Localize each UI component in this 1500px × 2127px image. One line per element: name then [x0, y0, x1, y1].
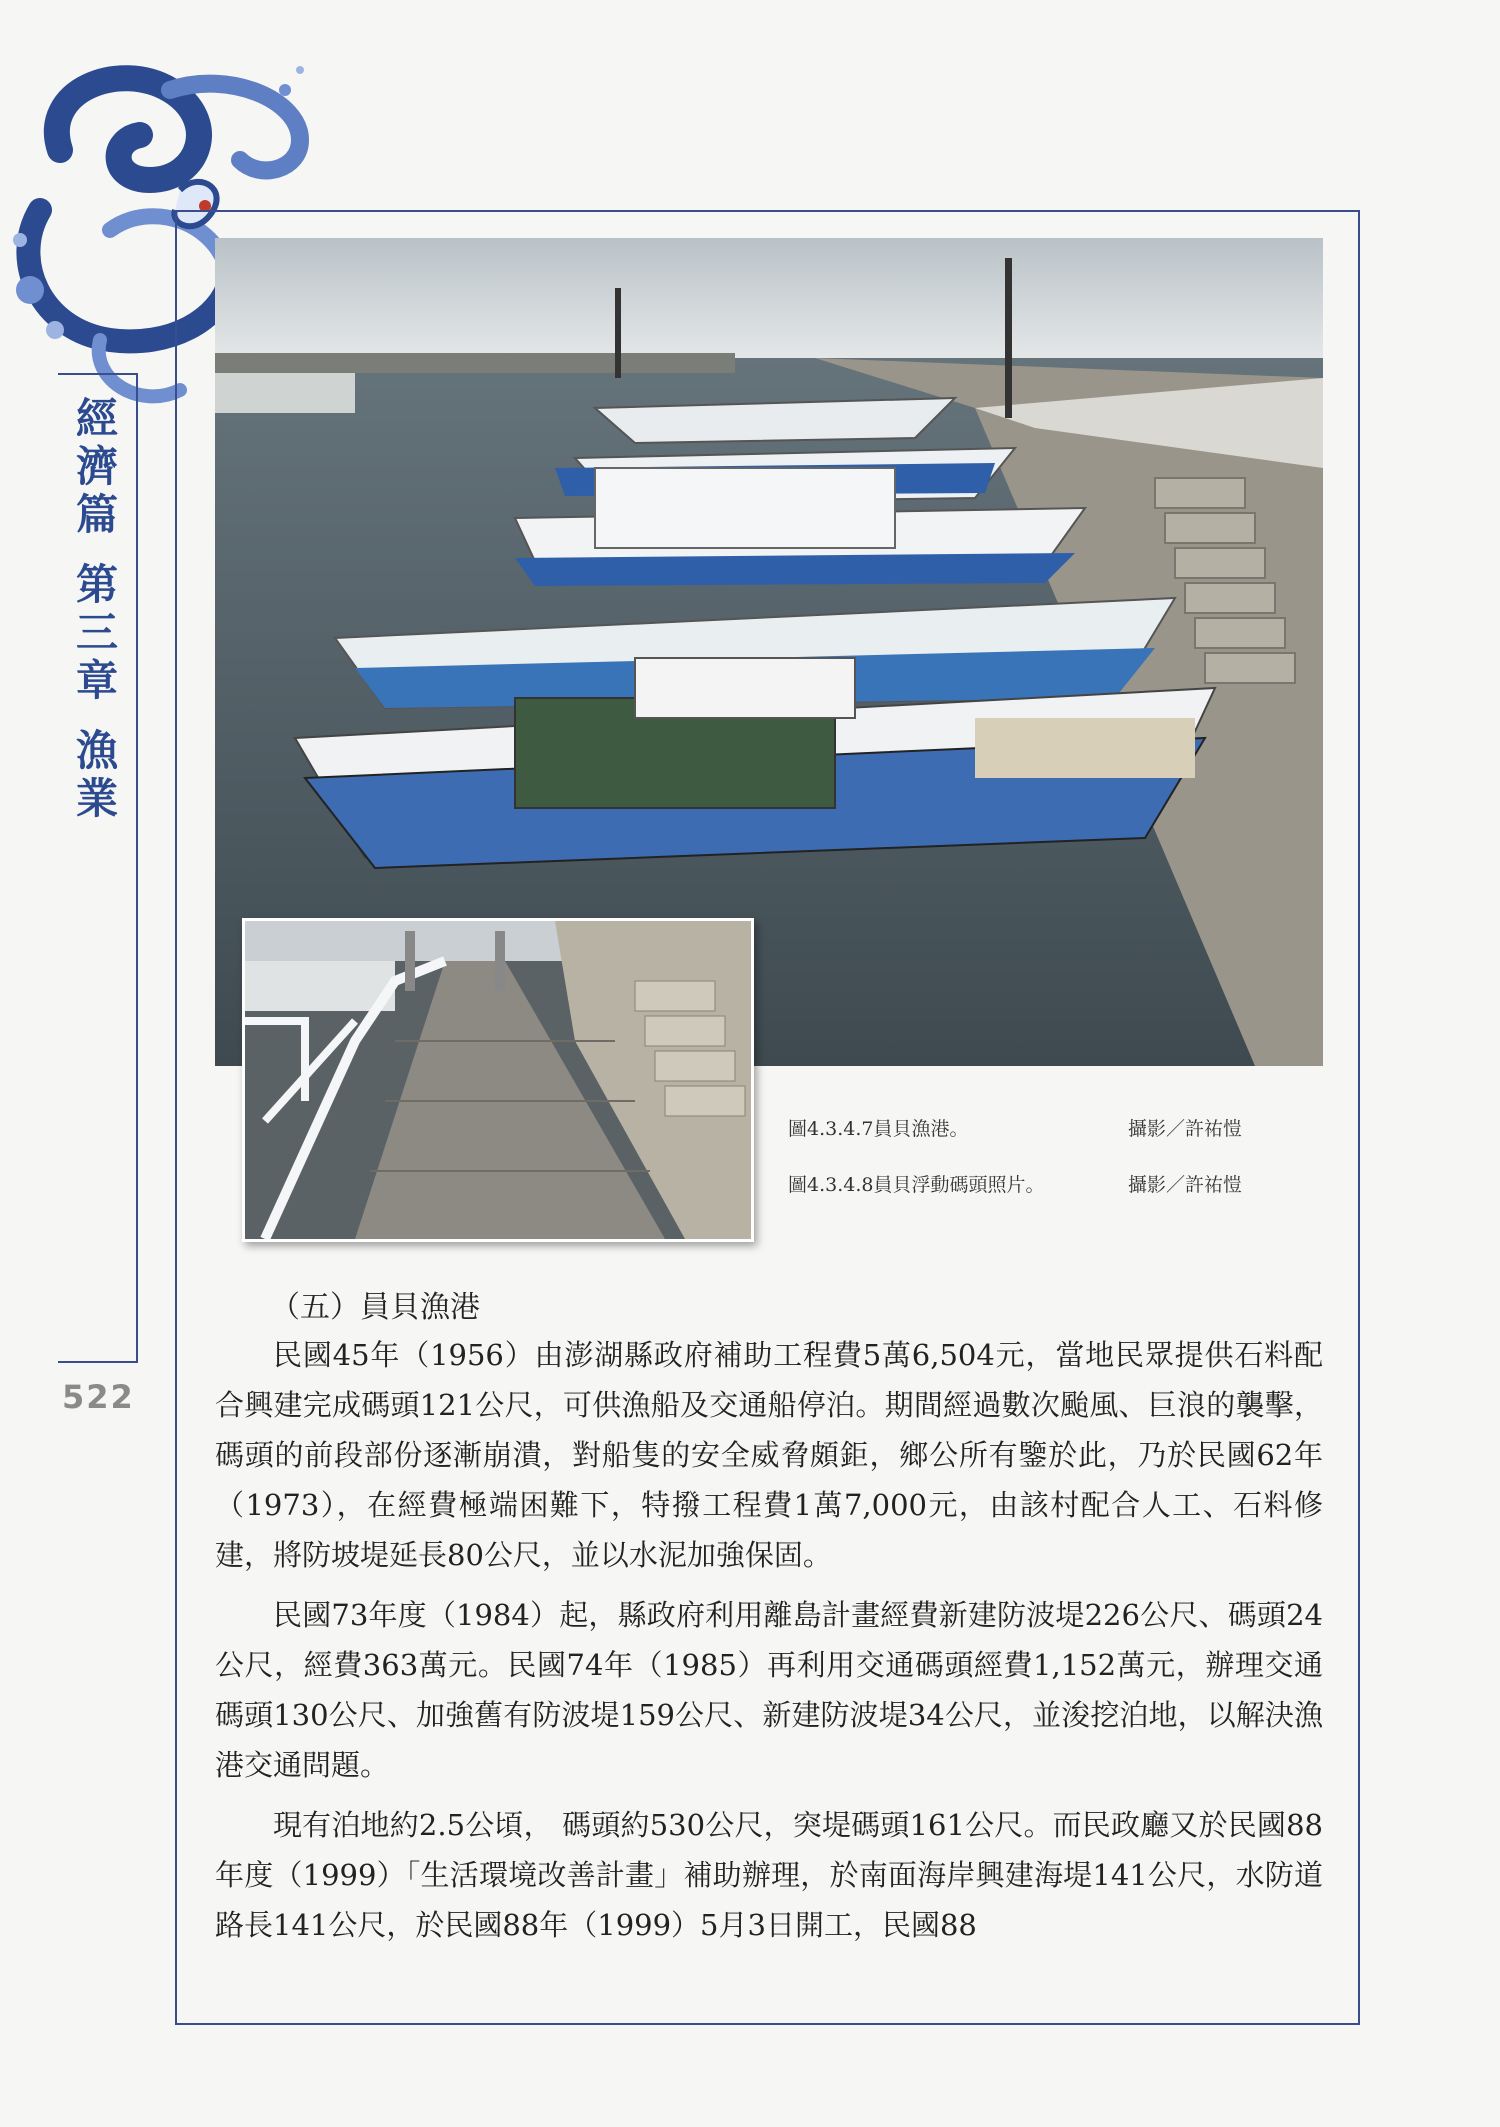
- paragraph: 民國73年度（1984）起，縣政府利用離島計畫經費新建防波堤226公尺、碼頭24公尺，經費363萬元。民國74年（1985）再利用交通碼頭經費1,152萬元，辦理交通碼頭130公尺、加強舊有防波堤159公尺、新建防波堤34公尺，並浚挖泊地，以解決漁港交通問題。: [215, 1598, 1323, 1782]
- title-char: 業: [75, 774, 118, 823]
- title-char: 漁: [75, 726, 118, 775]
- chapter-side-tab: [58, 373, 138, 1363]
- title-char: 篇: [75, 490, 118, 539]
- page-number: 522: [62, 1378, 135, 1416]
- caption-text: 圖4.3.4.8員貝浮動碼頭照片。: [788, 1174, 1045, 1196]
- photo-credit: 攝影／許祐愷: [1128, 1174, 1243, 1196]
- title-char: 三: [75, 608, 118, 657]
- paragraph: 民國45年（1956）由澎湖縣政府補助工程費5萬6,504元，當地民眾提供石料配合興建完成碼頭121公尺，可供漁船及交通船停泊。期間經過數次颱風、巨浪的襲擊，碼頭的前段部份逐漸崩潰，對船隻的安全威脅頗鉅，鄉公所有鑒於此，乃於民國62年（1973），在經費極端困難下，特撥工程費1萬7,000元，由該村配合人工、石料修建，將防坡堤延長80公尺，並以水泥加強保固。: [215, 1338, 1323, 1572]
- title-char: 第: [75, 560, 118, 609]
- figure-caption: [788, 1114, 1243, 1141]
- caption-text: 圖4.3.4.7員貝漁港。: [788, 1118, 969, 1140]
- title-char: 經: [75, 394, 118, 443]
- figure-caption: [788, 1170, 1243, 1197]
- title-char: 章: [75, 656, 118, 705]
- section-heading: （五）員貝漁港: [270, 1290, 480, 1325]
- title-char: 濟: [75, 442, 118, 491]
- body-text: [215, 1330, 1323, 1960]
- photo-credit: 攝影／許祐愷: [1128, 1118, 1243, 1140]
- floating-dock-photo: [242, 918, 754, 1242]
- chapter-title: [58, 395, 136, 823]
- paragraph: 現有泊地約2.5公頃， 碼頭約530公尺，突堤碼頭161公尺。而民政廳又於民國88年度（1999）「生活環境改善計畫」補助辦理，於南面海岸興建海堤141公尺，水防道路長141公尺，於民國88年（1999）5月3日開工，民國88: [215, 1808, 1323, 1942]
